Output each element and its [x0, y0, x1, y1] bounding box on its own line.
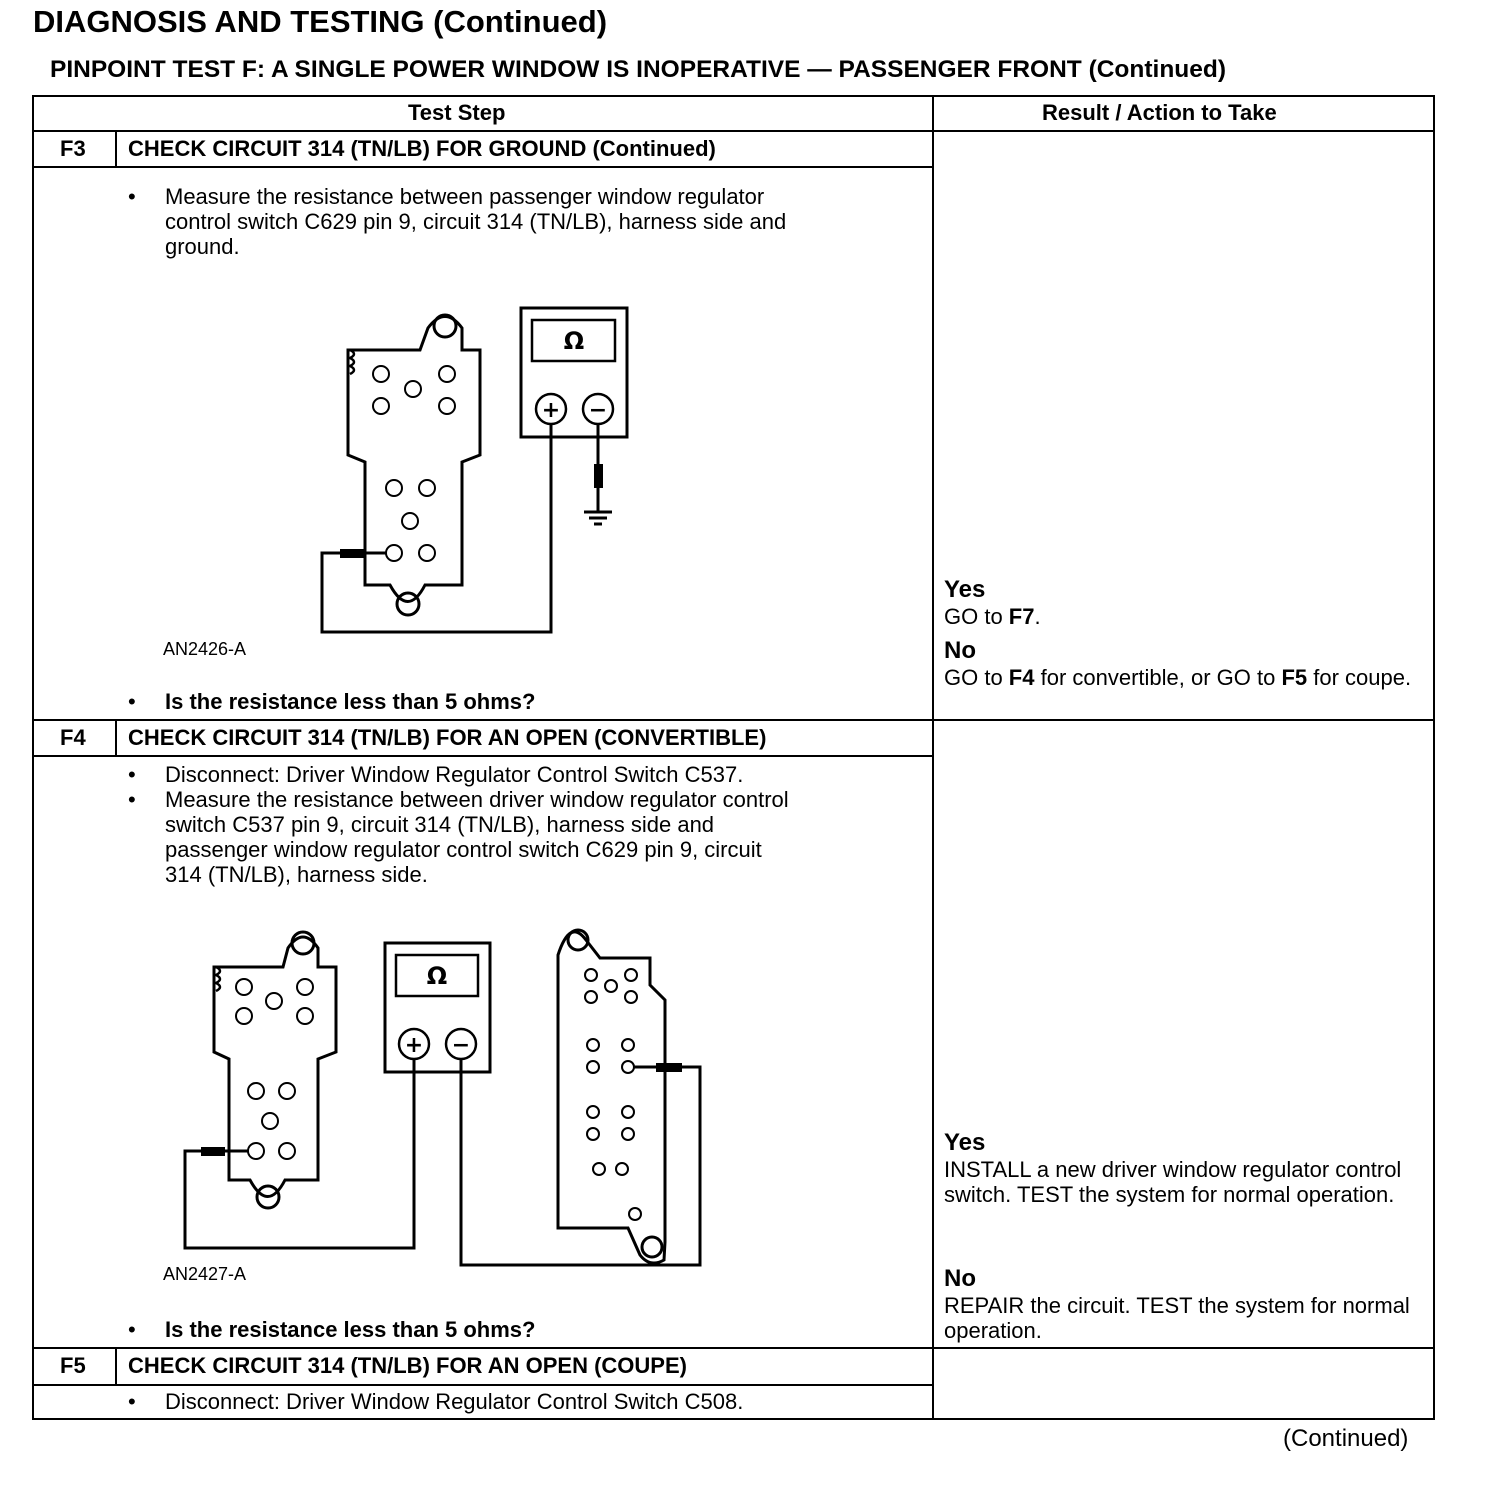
step-id-f5: F5 — [60, 1353, 86, 1378]
f3-yes-label: Yes — [944, 576, 986, 603]
pin-icon — [622, 1039, 634, 1051]
pin-icon — [236, 1008, 252, 1024]
pin-icon — [622, 1061, 634, 1073]
pin-icon — [629, 1208, 641, 1220]
pin-icon — [587, 1061, 599, 1073]
pin-icon — [593, 1163, 605, 1175]
pin-icon — [262, 1113, 278, 1129]
f4-figure-caption: AN2427-A — [163, 1264, 247, 1284]
pin-icon — [605, 980, 617, 992]
f3-question: Is the resistance less than 5 ohms? — [165, 689, 536, 714]
bullet-dot: • — [128, 184, 136, 209]
f5-instruction: Disconnect: Driver Window Regulator Control Switch C508. — [165, 1389, 744, 1414]
page-title: DIAGNOSIS AND TESTING (Continued) — [33, 4, 608, 39]
pin-icon — [622, 1128, 634, 1140]
pin-icon — [585, 969, 597, 981]
minus-terminal: − — [451, 1033, 471, 1058]
f4-no-label: No — [944, 1265, 976, 1292]
plus-terminal: + — [541, 398, 561, 423]
bullet-dot: • — [128, 1317, 136, 1342]
column-header-test-step: Test Step — [408, 100, 506, 125]
minus-terminal: − — [588, 398, 608, 423]
f3-no-action: GO to F4 for convertible, or GO to F5 for coupe. — [944, 665, 1412, 690]
pin-icon — [587, 1039, 599, 1051]
pin-icon — [236, 979, 252, 995]
f4-left-connector-outline — [214, 937, 336, 1197]
step-title-f4: CHECK CIRCUIT 314 (TN/LB) FOR AN OPEN (CONVERTIBLE) — [128, 725, 767, 750]
pin-icon — [297, 1008, 313, 1024]
bullet-dot: • — [128, 1389, 136, 1414]
f3-yes-action: GO to F7. — [944, 604, 1041, 629]
f4-no-action: REPAIR the circuit. TEST the system for normal operation. — [944, 1293, 1410, 1343]
ohm-symbol: Ω — [426, 962, 448, 990]
f4-yes-label: Yes — [944, 1129, 986, 1156]
pin-icon — [266, 993, 282, 1009]
plus-terminal: + — [404, 1033, 424, 1058]
pin-icon — [622, 1106, 634, 1118]
f3-instruction: Measure the resistance between passenger window regulator control switch C629 pin 9, circuit 314 (TN/LB), harness side and ground. — [165, 184, 787, 259]
pin-icon — [297, 979, 313, 995]
f3-figure-caption: AN2426-A — [163, 639, 247, 659]
bullet-dot: • — [128, 762, 136, 787]
column-header-result: Result / Action to Take — [1042, 100, 1277, 125]
pin-icon — [587, 1106, 599, 1118]
ohm-symbol: Ω — [563, 327, 585, 355]
pinpoint-test-title: PINPOINT TEST F: A SINGLE POWER WINDOW IS INOPERATIVE — PASSENGER FRONT (Continued) — [50, 56, 1226, 83]
pin-icon — [248, 1083, 264, 1099]
f4-instruction-1: Disconnect: Driver Window Regulator Control Switch C537. — [165, 762, 744, 787]
step-id-f4: F4 — [60, 725, 86, 750]
f3-no-label: No — [944, 637, 976, 664]
f4-question: Is the resistance less than 5 ohms? — [165, 1317, 536, 1342]
pin-icon — [248, 1143, 264, 1159]
pin-icon — [279, 1143, 295, 1159]
bullet-dot: • — [128, 689, 136, 714]
step-title-f5: CHECK CIRCUIT 314 (TN/LB) FOR AN OPEN (COUPE) — [128, 1353, 687, 1378]
step-id-f3: F3 — [60, 136, 86, 161]
pin-icon — [625, 991, 637, 1003]
pin-icon — [279, 1083, 295, 1099]
pin-icon — [616, 1163, 628, 1175]
f4-instruction-2: Measure the resistance between driver window regulator control switch C537 pin 9, circuit 314 (TN/LB), harness side and passenger window regulator control switch C629 pin 9, circuit 314 (TN/LB), harness side. — [165, 787, 789, 887]
step-title-f3: CHECK CIRCUIT 314 (TN/LB) FOR GROUND (Continued) — [128, 136, 716, 161]
f4-yes-action: INSTALL a new driver window regulator control switch. TEST the system for normal operation. — [944, 1157, 1402, 1207]
bullet-dot: • — [128, 787, 136, 812]
pin-icon — [585, 991, 597, 1003]
pin-icon — [587, 1128, 599, 1140]
f4-right-connector-outline — [558, 932, 665, 1263]
pin-icon — [625, 969, 637, 981]
continued-label: (Continued) — [1283, 1425, 1409, 1452]
